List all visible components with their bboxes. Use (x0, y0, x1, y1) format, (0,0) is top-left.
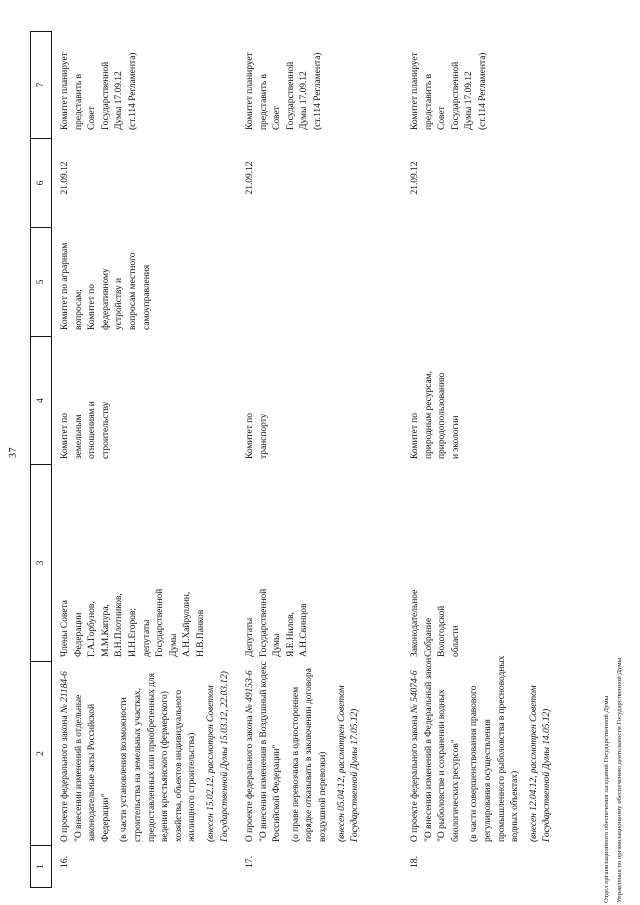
cell-bill-text (408, 655, 554, 845)
text-line: природным ресурсам, (422, 371, 434, 459)
bill-paragraph (527, 660, 554, 842)
text-line: области (449, 625, 461, 657)
table-header-row (30, 25, 52, 888)
text-line: И.Н.Егоров; (126, 608, 138, 657)
text-line: Думы 17.09.12 (463, 71, 475, 130)
cell-responsible-committee (58, 333, 112, 462)
text-line: (о праве перевозчика в одностороннем (289, 686, 301, 842)
text-line (243, 660, 257, 842)
text-line: хозяйства, объектов индивидуального (172, 689, 184, 842)
text-line: отношениям и (86, 401, 98, 459)
bills-table (30, 25, 554, 888)
text-line: (ст.114 Регламента) (126, 52, 138, 130)
text-line: Государственной Думы 14.05.12) (541, 708, 553, 842)
text-line: самоуправления (140, 264, 152, 330)
cell-initiators (58, 462, 208, 660)
text-segment: О проекте федерального закона (244, 713, 255, 842)
document-footer (600, 658, 626, 903)
text-line: (в части установления возможности (118, 697, 130, 842)
text-line: Государственной (449, 61, 461, 130)
text-line: представить в (257, 74, 269, 130)
text-line: представить в (72, 74, 84, 130)
text-line: устройству и (113, 277, 125, 330)
text-line: Комитет планирует (244, 52, 255, 130)
law-number: № 21184-6 (59, 671, 70, 714)
text-line: Комитет планирует (59, 52, 70, 130)
text-line: Комитет по (244, 413, 255, 459)
text-line: Думы (271, 633, 283, 657)
text-line: предоставленных или приобретенных для (145, 673, 157, 842)
bill-paragraph (58, 660, 112, 842)
text-line: Государственной (284, 61, 296, 130)
text-line: Комитет планирует (409, 52, 420, 130)
text-line: Законодательное (409, 589, 420, 657)
text-line (58, 660, 72, 842)
text-line: земельным (72, 414, 84, 459)
cell-row-number: 18. (409, 856, 420, 869)
text-line: федеративному (99, 268, 111, 330)
column-header-1: 1 (30, 845, 52, 888)
cell-note (243, 25, 325, 133)
text-line: Федерации (72, 612, 84, 657)
text-line: Комитет по (86, 284, 98, 330)
text-line: ведения крестьянского (фермерского) (159, 691, 171, 842)
text-line: Комитет по аграрным (59, 242, 70, 330)
text-line: А.Н.Хайруллин, (181, 591, 193, 657)
footer-line: Отдел организационного обеспечения заседаний Государственной Думы (603, 695, 610, 903)
text-line: строительству (99, 401, 111, 459)
cell-responsible-committee (408, 333, 462, 462)
text-line: вопросам местного (126, 252, 138, 330)
text-line: Думы (167, 633, 179, 657)
text-line: законодательные акты Российской (86, 703, 98, 842)
text-line: В.Н.Плотников, (113, 593, 125, 657)
column-header-4: 4 (30, 336, 52, 465)
text-line: представить в (422, 74, 434, 130)
law-number: № 54074-6 (409, 670, 420, 714)
text-line: Федерации" (99, 793, 111, 842)
page-number: 37 (8, 447, 19, 458)
bill-paragraph (335, 660, 362, 842)
cell-initiators (408, 462, 462, 660)
text-line: Совет (271, 106, 283, 130)
text-segment: О проекте федерального закона (409, 713, 420, 842)
text-line: Депутаты (244, 617, 255, 657)
bill-paragraph (408, 657, 462, 842)
text-line: Думы 17.09.12 (298, 71, 310, 130)
cell-responsible-committee (243, 333, 270, 462)
cell-initiators (243, 462, 311, 660)
cell-bill-text (243, 660, 362, 845)
text-line: порядке отказывать в заключении договора (303, 668, 315, 842)
footer-line: Управления по организационному обеспечению деятельности Государственной Думы (616, 657, 623, 903)
cell-note (408, 25, 490, 133)
column-header-6: 6 (30, 138, 52, 228)
cell-council-date: 21.09.12 (59, 161, 70, 195)
text-line: воздушной перевозки) (316, 751, 328, 842)
table-row (58, 25, 243, 888)
text-line: Государственной (99, 61, 111, 130)
text-line: Совет (436, 106, 448, 130)
bill-paragraph (204, 660, 231, 842)
text-line: транспорту (257, 413, 269, 459)
text-line: Государственной Думы 17.05.12) (349, 708, 361, 842)
table-body (58, 25, 554, 888)
bill-paragraph (467, 655, 521, 842)
text-line: промышленного рыболовства в пресноводных (495, 655, 507, 842)
text-line: Я.Е.Нилов, (284, 612, 296, 657)
text-line: А.Н.Свинцов (298, 603, 310, 657)
text-line: (внесен 15.02.12, рассмотрен Советом (204, 685, 216, 842)
text-line: (внесен 12.04.12, рассмотрен Советом (527, 685, 539, 842)
text-line: (ст.114 Регламента) (476, 52, 488, 130)
text-line: Члены Совета (59, 600, 70, 657)
column-header-5: 5 (30, 227, 52, 337)
text-line: Собрание (422, 617, 434, 657)
text-line: Н.В.Панков (194, 609, 206, 657)
text-line: (ст.114 Регламента) (311, 52, 323, 130)
law-number: № 49153-6 (244, 670, 255, 714)
text-line: Государственной (257, 588, 269, 657)
column-header-7: 7 (30, 31, 52, 139)
text-line: Думы 17.09.12 (113, 71, 125, 130)
cell-bill-text (58, 660, 231, 845)
text-line (408, 660, 422, 842)
text-line: Г.А.Горбунов, (86, 601, 98, 657)
table-row (243, 25, 408, 888)
text-line: Государственной Думы 15.03.12, 22.03.12) (218, 671, 230, 842)
text-line: "О внесении изменений в отдельные (72, 694, 84, 842)
cell-row-number: 16. (59, 856, 70, 869)
text-line: Комитет по (409, 413, 420, 459)
text-line: Вологодской (436, 605, 448, 657)
text-line: регулирования осуществления (481, 719, 493, 842)
bill-paragraph (289, 660, 330, 842)
text-line: биологических ресурсов" (449, 739, 461, 842)
text-segment: О проекте федерального закона (59, 713, 70, 842)
text-line: вопросам; (72, 289, 84, 330)
text-line: и экологии (449, 415, 461, 459)
cell-row-number: 17. (244, 856, 255, 869)
text-line: природопользованию (436, 372, 448, 459)
text-line: строительства на земельных участках, (131, 688, 143, 842)
text-line: Государственной (154, 588, 166, 657)
text-line: жилищного строительства) (186, 732, 198, 842)
text-line: М.М.Капура, (99, 604, 111, 657)
text-line: депутаты (140, 619, 152, 657)
table-row (408, 25, 554, 888)
cell-note (58, 25, 140, 133)
text-line: "О внесении изменения в Воздушный кодекс (257, 661, 269, 842)
column-header-2: 2 (30, 661, 52, 846)
cell-co-executor-committees (58, 223, 153, 333)
text-line: "О рыболовстве и сохранении водных (436, 689, 448, 842)
cell-council-date: 21.09.12 (244, 161, 255, 195)
text-line: Совет (86, 106, 98, 130)
text-line: (в части совершенствования правового (468, 685, 480, 842)
text-line: "О внесении изменений в Федеральный закон (422, 657, 434, 842)
text-line: (внесен 05.04.12, рассмотрен Советом (335, 685, 347, 842)
bill-paragraph (117, 660, 199, 842)
cell-council-date: 21.09.12 (409, 161, 420, 195)
bill-paragraph (243, 660, 284, 842)
column-header-3: 3 (30, 464, 52, 662)
text-line: водных объектах) (509, 770, 521, 842)
text-line: Комитет по (59, 413, 70, 459)
text-line: Российской Федерации" (271, 744, 283, 842)
